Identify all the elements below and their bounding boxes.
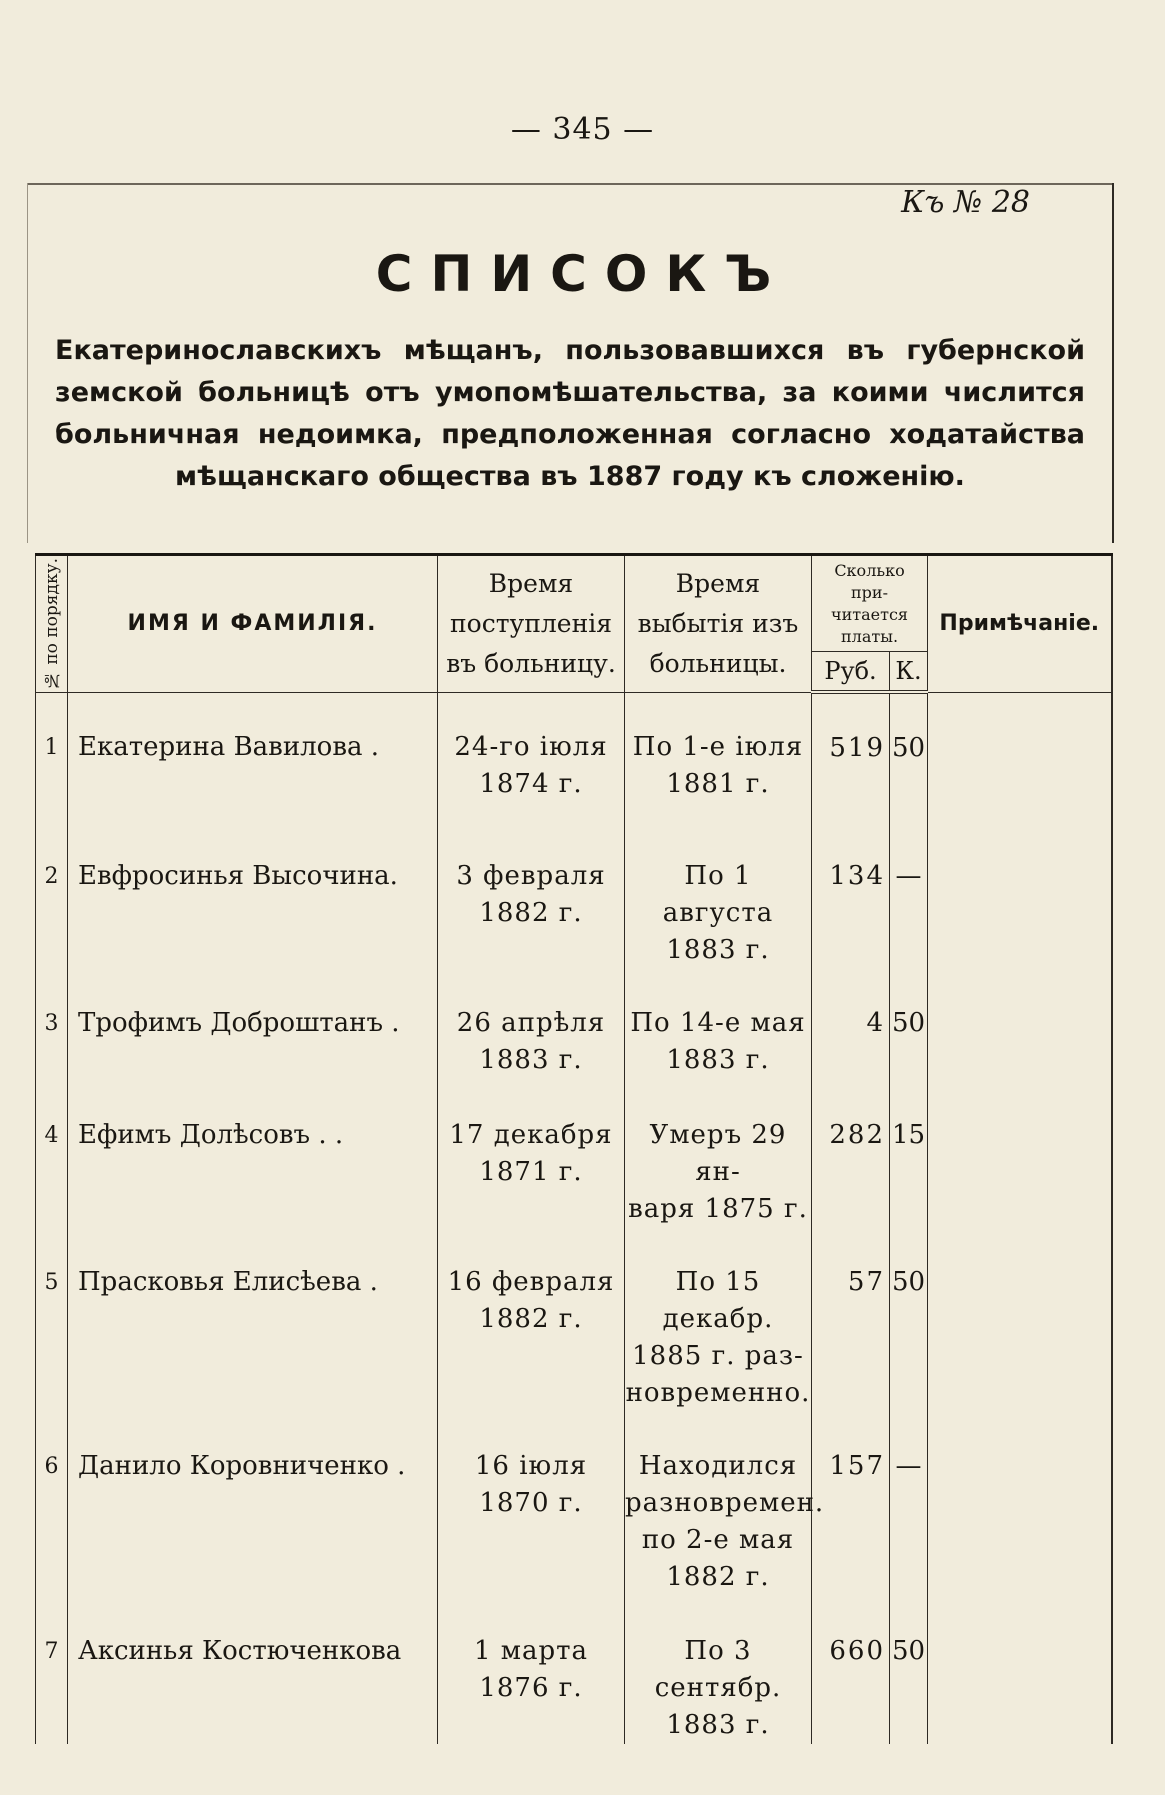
reference-number: Къ № 28 bbox=[901, 185, 1030, 220]
row-number: 5 bbox=[36, 1228, 68, 1412]
row-number: 4 bbox=[36, 1081, 68, 1228]
discharge-date: По 3 сентябр. 1883 г. bbox=[625, 1597, 812, 1744]
amount-rub: 519 bbox=[812, 692, 890, 822]
frame-rule-left bbox=[27, 183, 28, 543]
note-cell bbox=[928, 822, 1112, 969]
patients-table bbox=[35, 553, 1113, 1744]
amount-rub: 57 bbox=[812, 1228, 890, 1412]
amount-kop: 15 bbox=[890, 1081, 928, 1228]
table-row bbox=[36, 1597, 1112, 1744]
note-cell bbox=[928, 1228, 1112, 1412]
amount-kop: 50 bbox=[890, 692, 928, 822]
table-row bbox=[36, 1081, 1112, 1228]
document-title: СПИСОКЪ bbox=[375, 245, 790, 303]
frame-rule-right bbox=[1112, 183, 1114, 543]
admission-date: 17 декабря 1871 г. bbox=[438, 1081, 625, 1228]
amount-rub: 282 bbox=[812, 1081, 890, 1228]
discharge-date: По 14-е мая 1883 г. bbox=[625, 969, 812, 1081]
header-time-out: Время выбытія изъ больницы. bbox=[625, 555, 812, 693]
amount-kop: 50 bbox=[890, 969, 928, 1081]
amount-rub: 4 bbox=[812, 969, 890, 1081]
document-subtitle: Екатеринославскихъ мѣщанъ, пользовавшихся въ губернской земской больницѣ отъ умопомѣшательства, за коими числится больничная недоимка, предположенная согласно ходатайства мѣщанскаго общества въ 1887 году къ сложенію. bbox=[55, 335, 1085, 492]
page-number: — 345 — bbox=[510, 112, 655, 147]
admission-date: 16 іюля 1870 г. bbox=[438, 1412, 625, 1597]
amount-kop: — bbox=[890, 822, 928, 969]
discharge-date: По 1-е іюля 1881 г. bbox=[625, 692, 812, 822]
patient-name: Екатерина Вавилова . bbox=[68, 692, 438, 822]
header-num: № по порядку. bbox=[36, 555, 68, 693]
amount-kop: 50 bbox=[890, 1228, 928, 1412]
note-cell bbox=[928, 1597, 1112, 1744]
patient-name: Ефимъ Долѣсовъ . . bbox=[68, 1081, 438, 1228]
row-number: 1 bbox=[36, 692, 68, 822]
note-cell bbox=[928, 692, 1112, 822]
patient-name: Данило Коровниченко . bbox=[68, 1412, 438, 1597]
amount-kop: 50 bbox=[890, 1597, 928, 1744]
discharge-date: Находился разновремен. по 2-е мая 1882 г. bbox=[625, 1412, 812, 1597]
discharge-date: По 15 декабр. 1885 г. раз- новременно. bbox=[625, 1228, 812, 1412]
admission-date: 16 февраля 1882 г. bbox=[438, 1228, 625, 1412]
amount-kop: — bbox=[890, 1412, 928, 1597]
amount-rub: 157 bbox=[812, 1412, 890, 1597]
patient-name: Прасковья Елисѣева . bbox=[68, 1228, 438, 1412]
note-cell bbox=[928, 969, 1112, 1081]
header-rub: Руб. bbox=[812, 652, 890, 693]
header-time-in: Время поступленія въ больницу. bbox=[438, 555, 625, 693]
patient-name: Евфросинья Высочина. bbox=[68, 822, 438, 969]
amount-rub: 660 bbox=[812, 1597, 890, 1744]
note-cell bbox=[928, 1081, 1112, 1228]
row-number: 7 bbox=[36, 1597, 68, 1744]
table-row bbox=[36, 1412, 1112, 1597]
admission-date: 1 марта 1876 г. bbox=[438, 1597, 625, 1744]
row-number: 3 bbox=[36, 969, 68, 1081]
header-name: ИМЯ И ФАМИЛІЯ. bbox=[68, 555, 438, 693]
discharge-date: Умеръ 29 ян- варя 1875 г. bbox=[625, 1081, 812, 1228]
patient-name: Аксинья Костюченкова bbox=[68, 1597, 438, 1744]
discharge-date: По 1 августа 1883 г. bbox=[625, 822, 812, 969]
admission-date: 3 февраля 1882 г. bbox=[438, 822, 625, 969]
patient-name: Трофимъ Доброштанъ . bbox=[68, 969, 438, 1081]
admission-date: 24-го іюля 1874 г. bbox=[438, 692, 625, 822]
header-kop: К. bbox=[890, 652, 928, 693]
row-number: 6 bbox=[36, 1412, 68, 1597]
table-row bbox=[36, 969, 1112, 1081]
table-row bbox=[36, 1228, 1112, 1412]
table-row bbox=[36, 692, 1112, 822]
note-cell bbox=[928, 1412, 1112, 1597]
table-row bbox=[36, 822, 1112, 969]
header-payment: Сколько при- читается платы. bbox=[812, 555, 928, 652]
row-number: 2 bbox=[36, 822, 68, 969]
header-note: Примѣчаніе. bbox=[928, 555, 1112, 693]
admission-date: 26 апрѣля 1883 г. bbox=[438, 969, 625, 1081]
amount-rub: 134 bbox=[812, 822, 890, 969]
